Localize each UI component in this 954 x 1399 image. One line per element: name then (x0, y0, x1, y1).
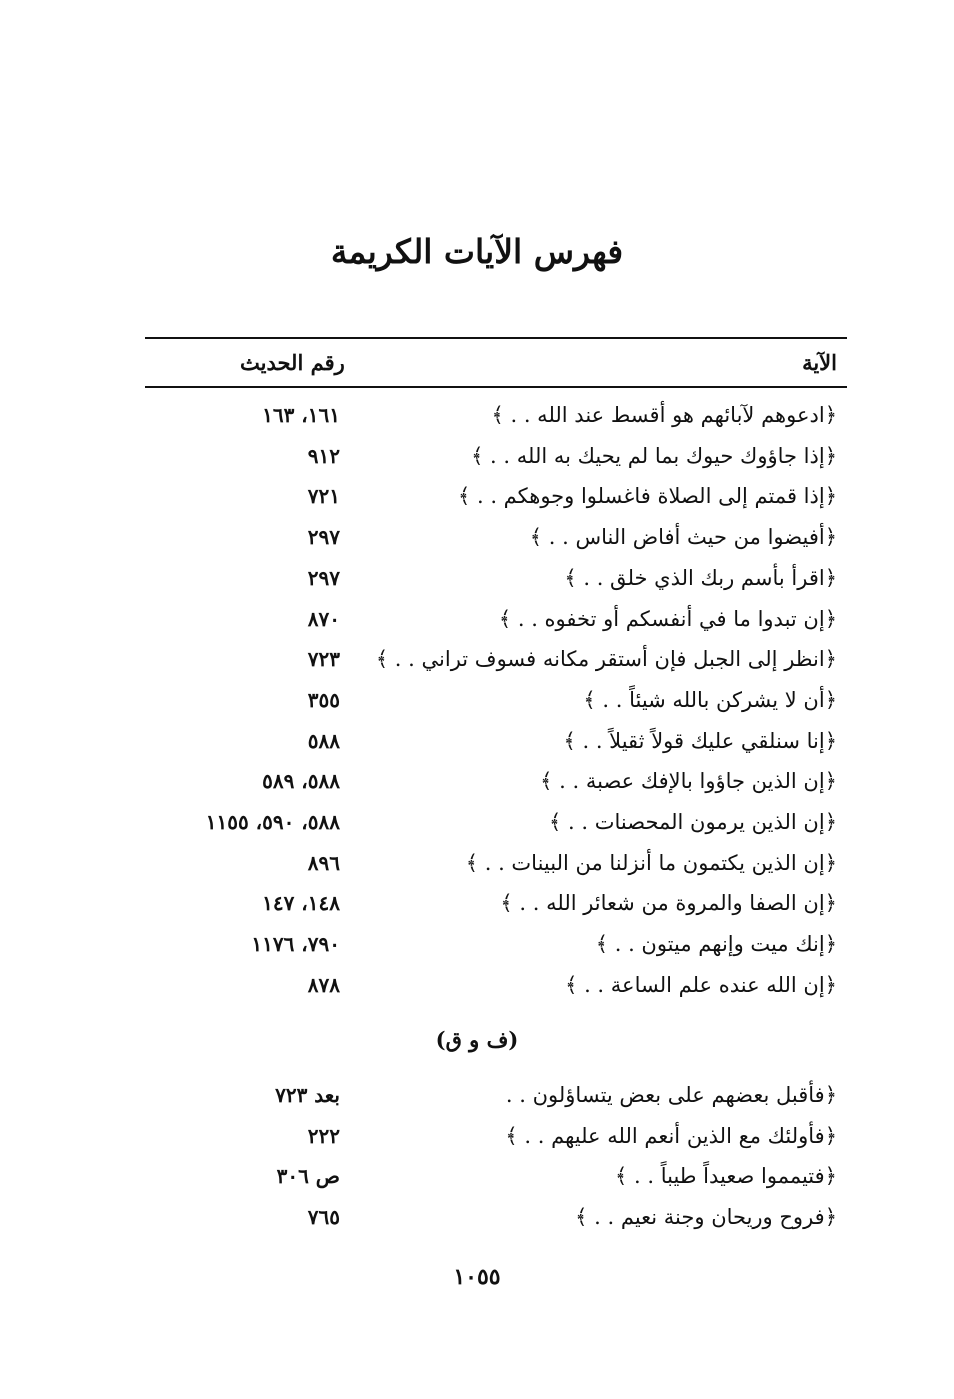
hadith-number: ١٤٨، ١٤٧ (262, 891, 340, 916)
ayah-text: ﴿إن الذين يرمون المحصنات . . ﴾ (549, 810, 837, 834)
hadith-number: ٥٨٨، ٥٨٩ (262, 769, 340, 794)
hadith-number: ٧٦٥ (307, 1204, 340, 1229)
table-row (145, 566, 847, 604)
hadith-number: ٨٧٨ (307, 972, 340, 997)
hadith-number: بعد ٧٢٣ (275, 1083, 340, 1107)
table-header (145, 344, 847, 384)
table-row (145, 769, 847, 807)
ayah-text: ﴿إذا قمتم إلى الصلاة فاغسلوا وجوهكم . . ﴾ (458, 484, 837, 509)
hadith-number: ١٦١، ١٦٣ (262, 403, 340, 427)
hadith-number: ٧٩٠، ١١٧٦ (251, 932, 340, 957)
table-top-rule (145, 337, 847, 339)
ayah-text: ﴿أفيضوا من حيث أفاض الناس . . ﴾ (529, 525, 837, 550)
ayah-text: ﴿فأقبل بعضهم على بعض يتساؤلون . . (505, 1083, 837, 1107)
ayah-text: ﴿فأولئك مع الذين أنعم الله عليهم . . ﴾ (505, 1123, 837, 1148)
hadith-number: ٨٧٠ (307, 606, 340, 631)
ayah-text: ﴿إن الصفا والمروة من شعائر الله . . ﴾ (500, 891, 837, 916)
ayah-text: ﴿انظر إلى الجبل فإن أستقر مكانه فسوف تراني . . ﴾ (375, 647, 837, 672)
table-row (145, 647, 847, 685)
ayah-text: ﴿فروح وريحان وجنة نعيم . . ﴾ (575, 1204, 837, 1229)
hadith-number: ٢٢٢ (307, 1123, 340, 1148)
ayah-text: ﴿إن الله عنده علم الساعة . . ﴾ (565, 972, 837, 997)
table-header-rule (145, 386, 847, 388)
hadith-number: ٧٢٣ (307, 647, 340, 672)
hadith-number: ٨٩٦ (307, 850, 340, 875)
hadith-number: ٩١٢ (307, 443, 340, 468)
ayah-text: ﴿إذا جاؤوك حيوك بما لم يحيك به الله . . ﴾ (471, 443, 837, 468)
table-row (145, 851, 847, 889)
page-number: ١٠٥٥ (453, 1264, 501, 1290)
table-row (145, 1083, 847, 1121)
table-row (145, 688, 847, 726)
table-row (145, 444, 847, 482)
ayah-text: ﴿اقرأ بأسم ربك الذي خلق . . ﴾ (564, 565, 837, 590)
hadith-number: ٢٩٧ (307, 565, 340, 590)
ayah-text: ﴿إن الذين جاؤوا بالإفك عصبة . . ﴾ (540, 769, 837, 794)
table-row (145, 484, 847, 522)
table-row (145, 891, 847, 929)
table-row (145, 1124, 847, 1162)
ayah-text: ﴿ادعوهم لآبائهم هو أقسط عند الله . . ﴾ (491, 403, 837, 427)
hadith-number: ٥٨٨ (307, 728, 340, 753)
ayah-text: ﴿إن الذين يكتمون ما أنزلنا من البينات . . ﴾ (465, 850, 837, 875)
ayah-text: ﴿إنك ميت وإنهم ميتون . . ﴾ (595, 932, 837, 957)
hadith-number: ص ٣٠٦ (276, 1164, 340, 1188)
table-row (145, 973, 847, 1011)
ayah-text: ﴿أن لا يشركن بالله شيئاً . . ﴾ (583, 687, 837, 712)
page-title: فهرس الآيات الكريمة (330, 232, 624, 271)
table-row (145, 525, 847, 563)
hadith-number: ٣٥٥ (307, 687, 340, 712)
hadith-number: ٥٨٨، ٥٩٠، ١١٥٥ (205, 810, 340, 834)
table-row (145, 729, 847, 767)
table-row (145, 810, 847, 848)
column-header-hadith-number: رقم الحديث (240, 350, 345, 375)
hadith-number: ٧٢١ (307, 484, 340, 509)
ayah-text: ﴿إن تبدوا ما في أنفسكم أو تخفوه . . ﴾ (498, 606, 837, 631)
hadith-number: ٢٩٧ (307, 525, 340, 550)
section-heading: (ف و ق) (435, 1027, 519, 1052)
table-row (145, 403, 847, 441)
table-row (145, 1205, 847, 1243)
table-row (145, 607, 847, 645)
column-header-ayah: الآية (802, 350, 837, 375)
table-row (145, 1164, 847, 1202)
table-row (145, 932, 847, 970)
ayah-text: ﴿فتيمموا صعيداً طيباً . . ﴾ (615, 1164, 837, 1188)
ayah-text: ﴿إنا سنلقي عليك قولاً ثقيلاً . . ﴾ (563, 728, 837, 753)
